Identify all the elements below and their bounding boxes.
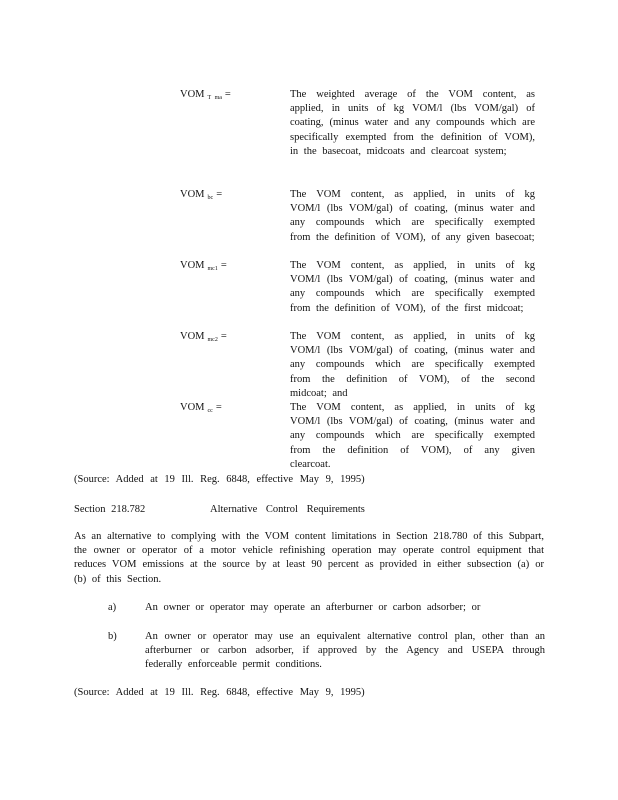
source-note: (Source: Added at 19 Ill. Reg. 6848, effective May 9, 1995) <box>74 687 365 698</box>
list-item-text: An owner or operator may operate an afterburner or carbon adsorber; or <box>145 602 481 613</box>
definition-term: VOM $_{bc}$ = <box>180 189 223 201</box>
definition-text: The weighted average of the VOM content, as applied, in units of kg VOM/l (lbs VOM/gal) of coating, (minus water and any compounds which are specifically exempted from the definition of VOM), in the basecoat, midcoats and clearcoat system; <box>290 89 535 157</box>
definition-text: The VOM content, as applied, in units of kg VOM/l (lbs VOM/gal) of coating, (minus water and any compounds which are specifically exempted from the definition of VOM), of any given clearcoat. <box>290 402 535 470</box>
section-number: Section 218.782 <box>74 504 146 515</box>
section-title: Alternative Control Requirements <box>210 504 365 515</box>
list-marker: a) <box>108 602 117 613</box>
intro-paragraph: As an alternative to complying with the VOM content limitations in Section 218.780 of this Subpart, the owner or operator of a motor vehicle refinishing operation may operate control equipment that reduces VOM emissions at the source by at least 90 percent as provided in either subsection (a) or (b) of this Section. <box>74 531 544 585</box>
section-heading <box>74 503 365 517</box>
definition-text: The VOM content, as applied, in units of kg VOM/l (lbs VOM/gal) of coating, (minus water and any compounds which are specifically exempted from the definition of VOM), of the second midcoat; and <box>290 331 535 399</box>
list-marker: b) <box>108 631 117 642</box>
definition-text: The VOM content, as applied, in units of kg VOM/l (lbs VOM/gal) of coating, (minus water and any compounds which are specifically exempted from the definition of VOM), of any given basecoat; <box>290 189 535 243</box>
definition-term: VOM $_{mc2}$ = <box>180 331 227 343</box>
definition-term: VOM $_{cc}$ = <box>180 402 222 414</box>
definition-text: The VOM content, as applied, in units of kg VOM/l (lbs VOM/gal) of coating, (minus water and any compounds which are specifically exempted from the definition of VOM), of the first midcoat; <box>290 260 535 314</box>
list-item-text: An owner or operator may use an equivalent alternative control plan, other than an afterburner or carbon adsorber, if approved by the Agency and USEPA through federally enforceable permit conditions. <box>145 631 545 671</box>
definition-term: VOM $_{T ma}$ = <box>180 89 231 101</box>
definition-term: VOM $_{mc1}$ = <box>180 260 227 272</box>
source-note: (Source: Added at 19 Ill. Reg. 6848, effective May 9, 1995) <box>74 474 365 485</box>
